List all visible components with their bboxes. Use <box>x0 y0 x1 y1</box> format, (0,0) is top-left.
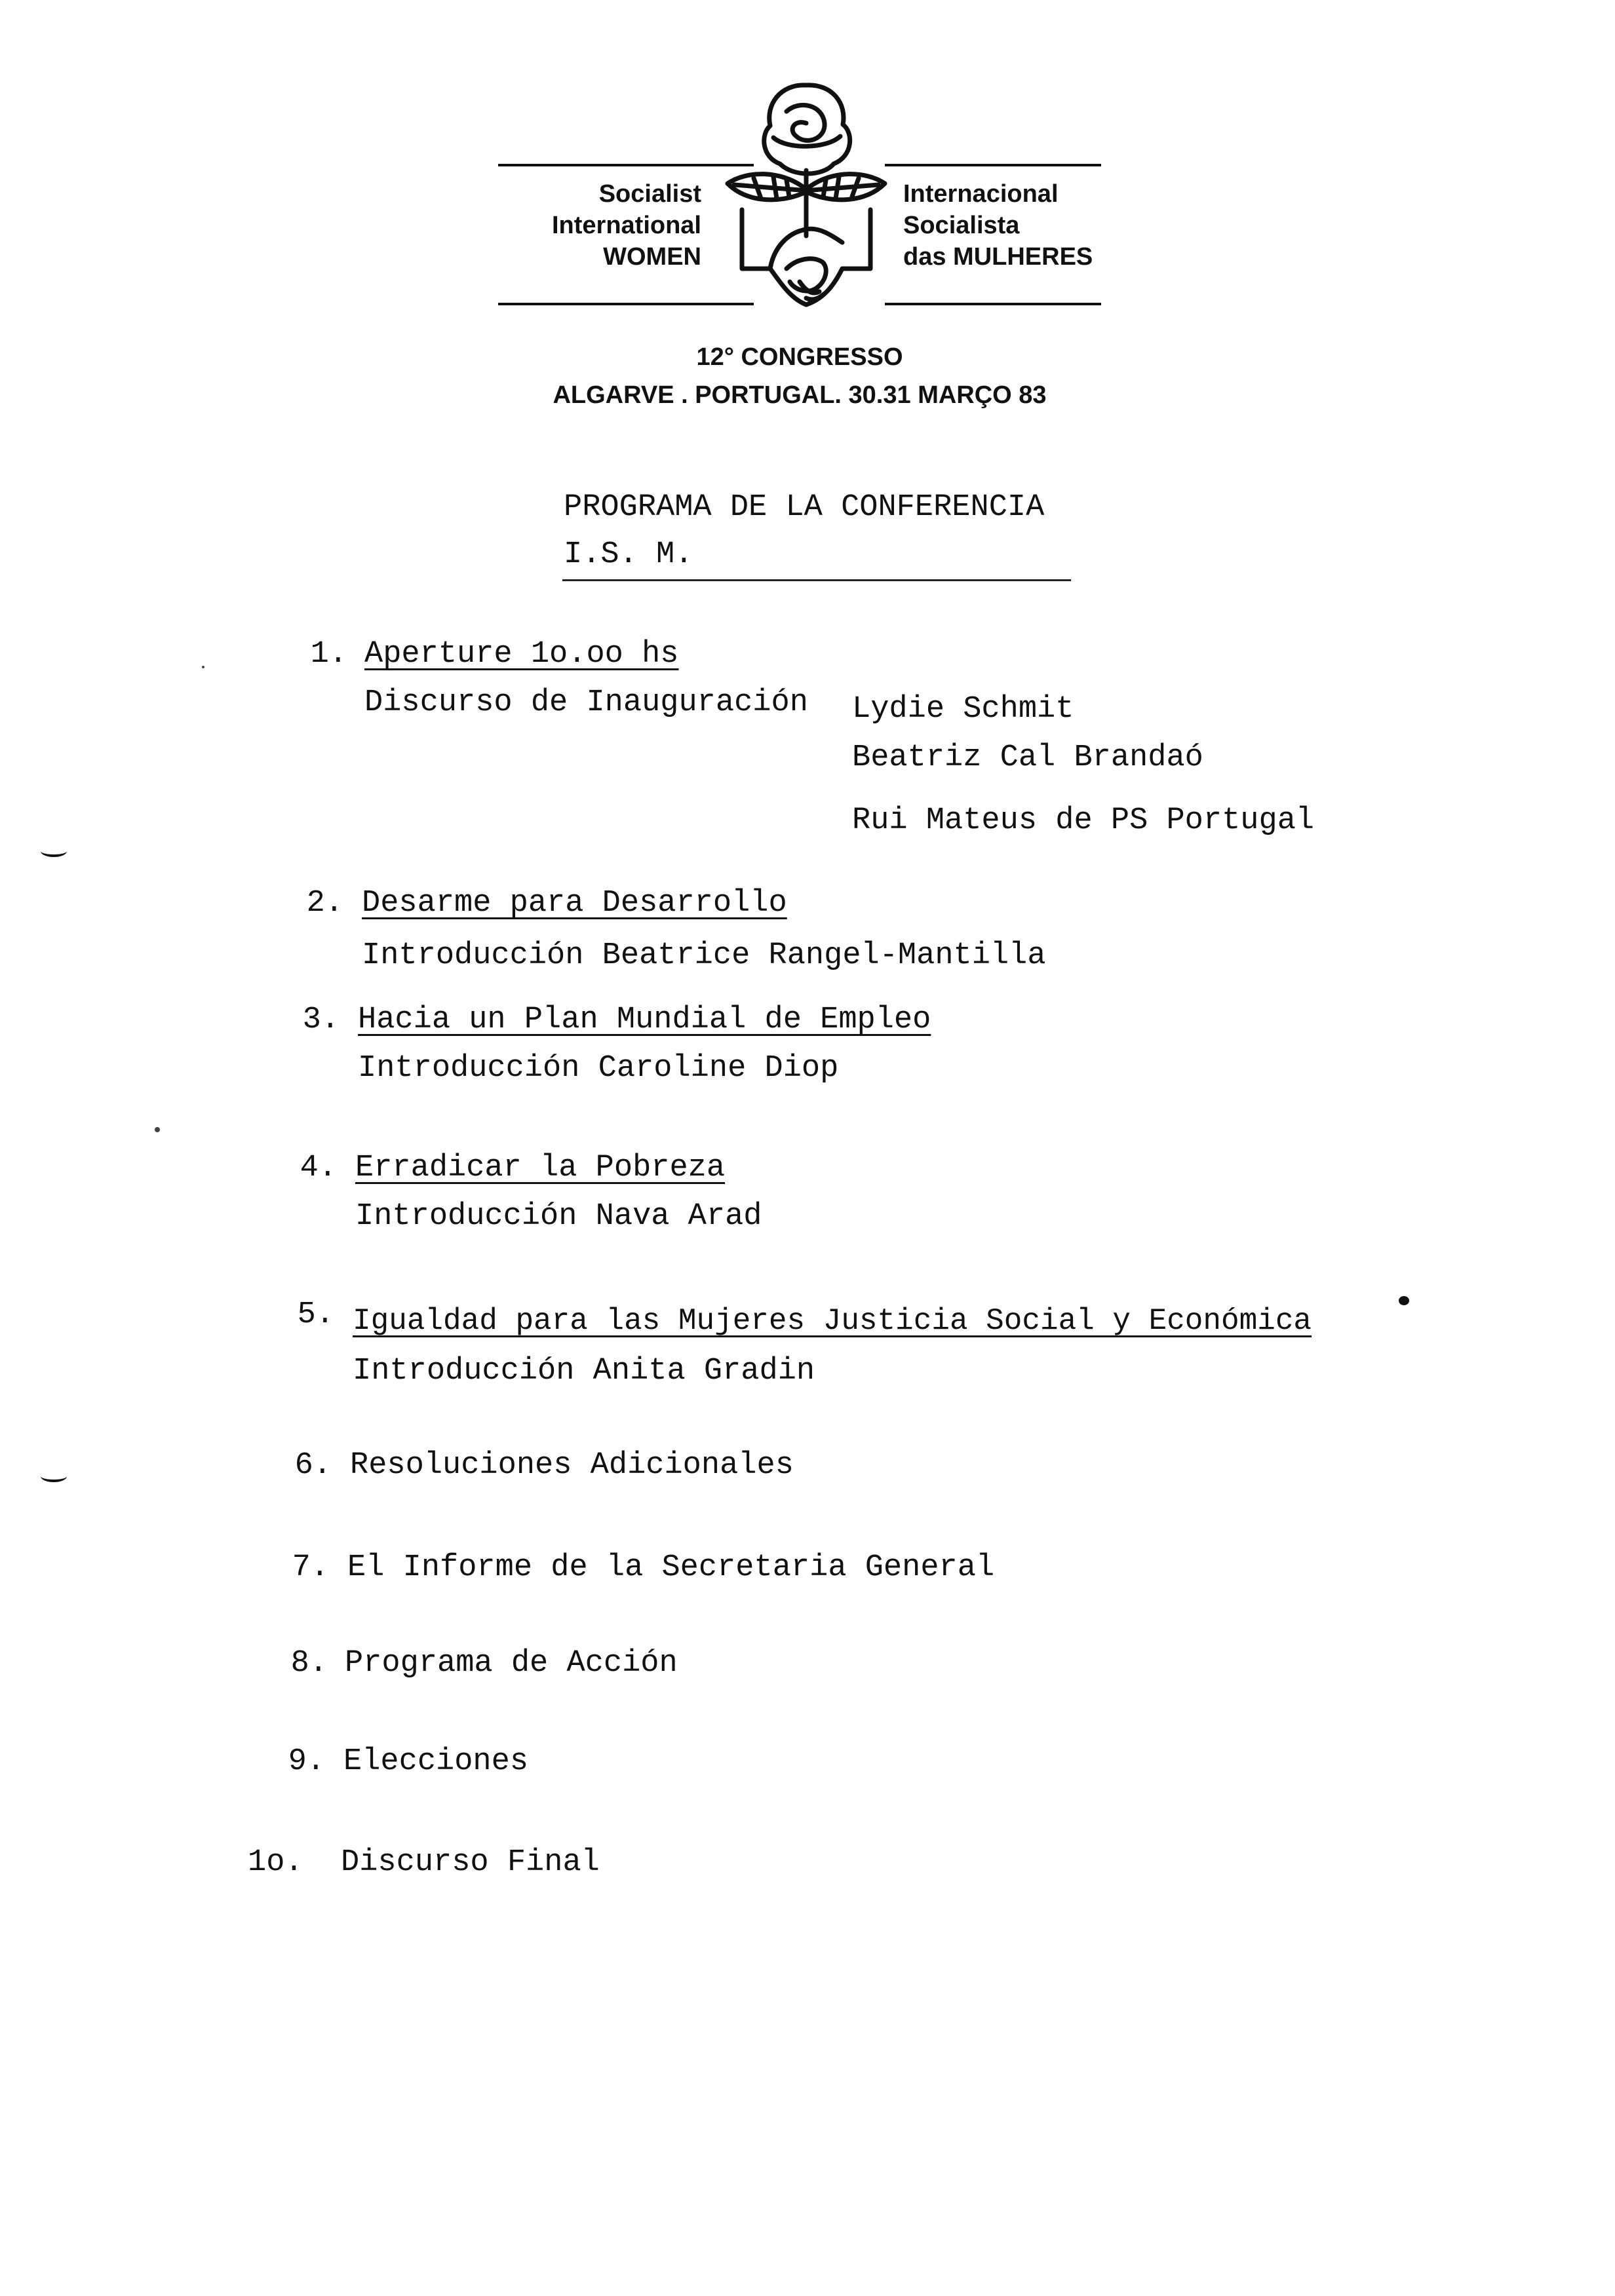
item-7-title: El Informe de la Secretaria General <box>347 1550 995 1585</box>
program-subtitle-rule <box>562 579 1071 581</box>
speck-1 <box>155 1127 160 1132</box>
item-5-number: 5. <box>297 1297 334 1332</box>
ink-dot <box>1399 1296 1409 1305</box>
program-subtitle: I.S. M. <box>564 537 693 572</box>
letterhead-left-line-2: International <box>551 212 701 239</box>
item-3-intro: Introducción Caroline Diop <box>358 1051 839 1086</box>
letterhead-right-line-2: Socialista <box>903 212 1020 239</box>
letterhead-right-line-1: Internacional <box>903 180 1059 208</box>
item-10-title: Discurso Final <box>341 1845 600 1880</box>
item-5-intro: Introducción Anita Gradin <box>353 1354 815 1388</box>
letterhead-left-line-3: WOMEN <box>603 243 701 271</box>
item-1-speaker-2: Beatriz Cal Brandaó <box>852 740 1203 775</box>
item-5-title: Igualdad para las Mujeres Justicia Social y Económica <box>353 1304 1312 1338</box>
item-4-number: 4. <box>300 1151 337 1185</box>
item-8-title: Programa de Acción <box>345 1646 678 1681</box>
letterhead-right-block <box>903 178 1152 273</box>
letterhead-rule-top-right <box>885 164 1101 166</box>
hole-punch-mark-lower <box>41 1470 67 1482</box>
item-1-number: 1. <box>310 637 347 672</box>
item-6-number: 6. <box>294 1448 332 1483</box>
item-7-number: 7. <box>292 1550 329 1585</box>
item-2-title: Desarme para Desarrollo <box>362 886 787 921</box>
item-3-title: Hacia un Plan Mundial de Empleo <box>358 1003 931 1037</box>
item-1-intro: Discurso de Inauguración <box>364 685 808 720</box>
item-1-speaker-1: Lydie Schmit <box>852 692 1074 727</box>
item-1-title: Aperture 1o.oo hs <box>364 637 679 672</box>
item-9-title: Elecciones <box>343 1744 529 1779</box>
letterhead-right-line-3: das MULHERES <box>903 243 1093 271</box>
item-6-title: Resoluciones Adicionales <box>350 1448 794 1483</box>
congress-location: ALGARVE . PORTUGAL. 30.31 MARÇO 83 <box>553 381 1047 409</box>
congress-title: 12° CONGRESSO <box>696 343 903 371</box>
program-title: PROGRAMA DE LA CONFERENCIA <box>564 490 1045 525</box>
rose-handshake-logo <box>708 72 905 321</box>
item-2-intro: Introducción Beatrice Rangel-Mantilla <box>362 938 1046 973</box>
letterhead-rule-bottom-right <box>885 303 1101 305</box>
item-1-speaker-3: Rui Mateus de PS Portugal <box>852 803 1315 838</box>
hole-punch-mark-upper <box>41 845 67 857</box>
letterhead-left-line-1: Socialist <box>598 180 701 208</box>
item-2-number: 2. <box>306 886 343 921</box>
item-9-number: 9. <box>288 1744 325 1779</box>
item-4-title: Erradicar la Pobreza <box>355 1151 726 1185</box>
item-3-number: 3. <box>302 1003 340 1037</box>
item-10-number: 1o. <box>248 1845 303 1880</box>
letterhead-left-block <box>498 178 701 273</box>
speck-2 <box>202 666 204 668</box>
item-8-number: 8. <box>290 1646 328 1681</box>
item-4-intro: Introducción Nava Arad <box>355 1199 762 1234</box>
